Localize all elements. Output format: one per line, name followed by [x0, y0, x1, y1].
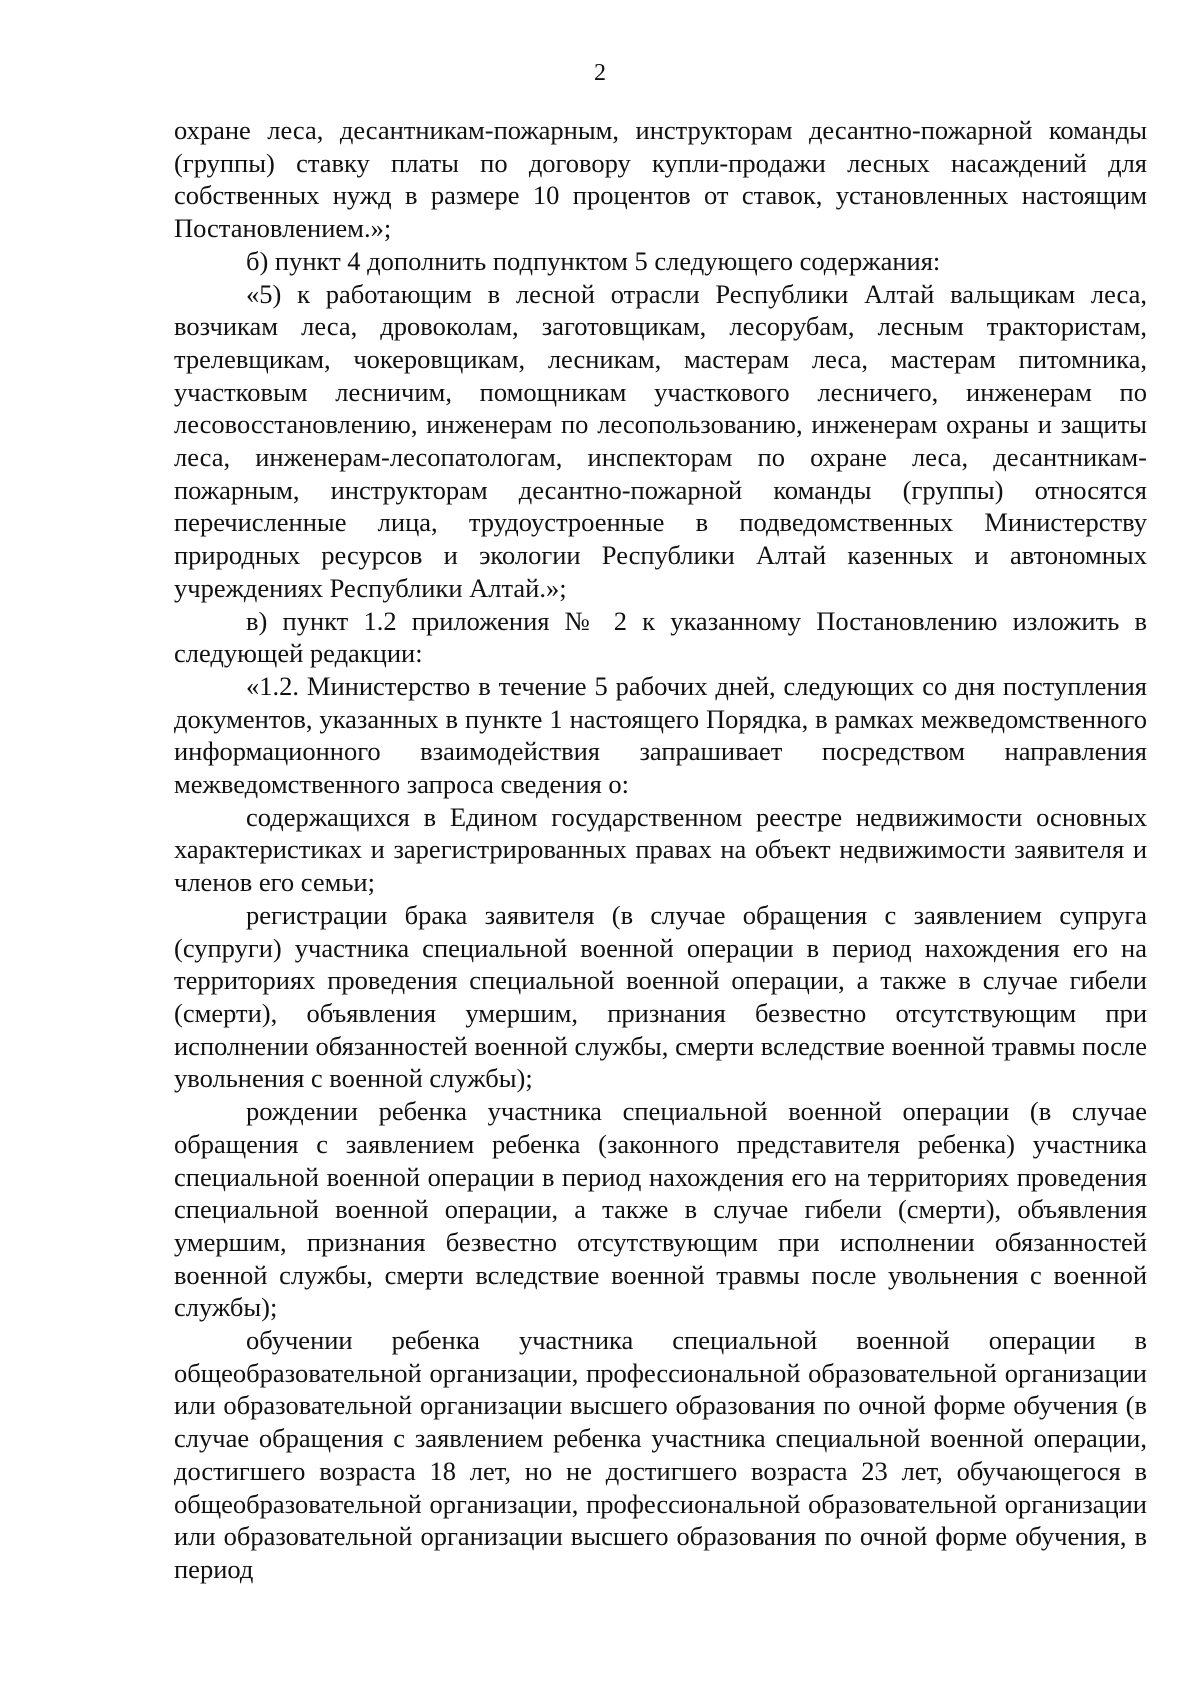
paragraph-subitem-b: б) пункт 4 дополнить подпунктом 5 следующего содержания: — [246, 245, 941, 276]
document-body — [174, 114, 1147, 1586]
paragraph-registry-info: содержащихся в Едином государственном реестре недвижимости основных характеристиках и зарегистрированных правах на объект недвижимости заявителя и членов его семьи; — [174, 801, 1147, 898]
paragraph-child-education: обучении ребенка участника специальной военной операции в общеобразовательной организации, профессиональной образовательной организации или образовательной организации высшего образования по очной форме обучения (в случае обращения с заявлением ребенка участника специальной военной операции, достигшего возраста 18 лет, но не достигшего возраста 23 лет, обучающегося в общеобразовательной организации, профессиональной образовательной организации или образовательной организации высшего образования по очной форме обучения, в период — [174, 1325, 1147, 1584]
paragraph-marriage-registration: регистрации брака заявителя (в случае обращения с заявлением супруга (супруги) участника специальной военной операции в период нахождения его на территориях проведения специальной военной операции, а также в случае гибели (смерти), объявления умершим, признания безвестно отсутствующим при исполнении обязанностей военной службы, смерти вследствие военной травмы после увольнения с военной службы); — [174, 899, 1147, 1094]
paragraph-quoted-item-1-2: «1.2. Министерство в течение 5 рабочих дней, следующих со дня поступления документов, указанных в пункте 1 настоящего Порядка, в рамках межведомственного информационного взаимодействия запрашивает посредством направления межведомственного запроса сведения о: — [174, 670, 1147, 800]
paragraph-subitem-v: в) пункт 1.2 приложения № 2 к указанному Постановлению изложить в следующей редакции: — [174, 605, 1147, 669]
page-number: 2 — [594, 60, 606, 86]
paragraph-child-birth: рождении ребенка участника специальной военной операции (в случае обращения с заявлением ребенка (законного представителя ребенка) участника специальной военной операции в период нахождения его на территориях проведения специальной военной операции, а также в случае гибели (смерти), объявления умершим, признания безвестно отсутствующим при исполнении обязанностей военной службы, смерти вследствие военной травмы после увольнения с военной службы); — [174, 1096, 1147, 1323]
paragraph-quoted-item-5: «5) к работающим в лесной отрасли Республики Алтай вальщикам леса, возчикам леса, дровоколам, заготовщикам, лесорубам, лесным трактористам, трелевщикам, чокеровщикам, лесникам, мастерам леса, мастерам питомника, участковым лесничим, помощникам участкового лесничего, инженерам по лесовосстановлению, инженерам по лесопользованию, инженерам охраны и защиты леса, инженерам-лесопатологам, инспекторам по охране леса, десантникам-пожарным, инструкторам десантно-пожарной команды (группы) относятся перечисленные лица, трудоустроенные в подведомственных Министерству природных ресурсов и экологии Республики Алтай казенных и автономных учреждениях Республики Алтай.»; — [174, 278, 1147, 603]
paragraph-continuation: охране леса, десантникам-пожарным, инструкторам десантно-пожарной команды (группы) ставку платы по договору купли-продажи лесных насаждений для собственных нужд в размере 10 процентов от ставок, установленных настоящим Постановлением.»; — [174, 115, 1147, 244]
